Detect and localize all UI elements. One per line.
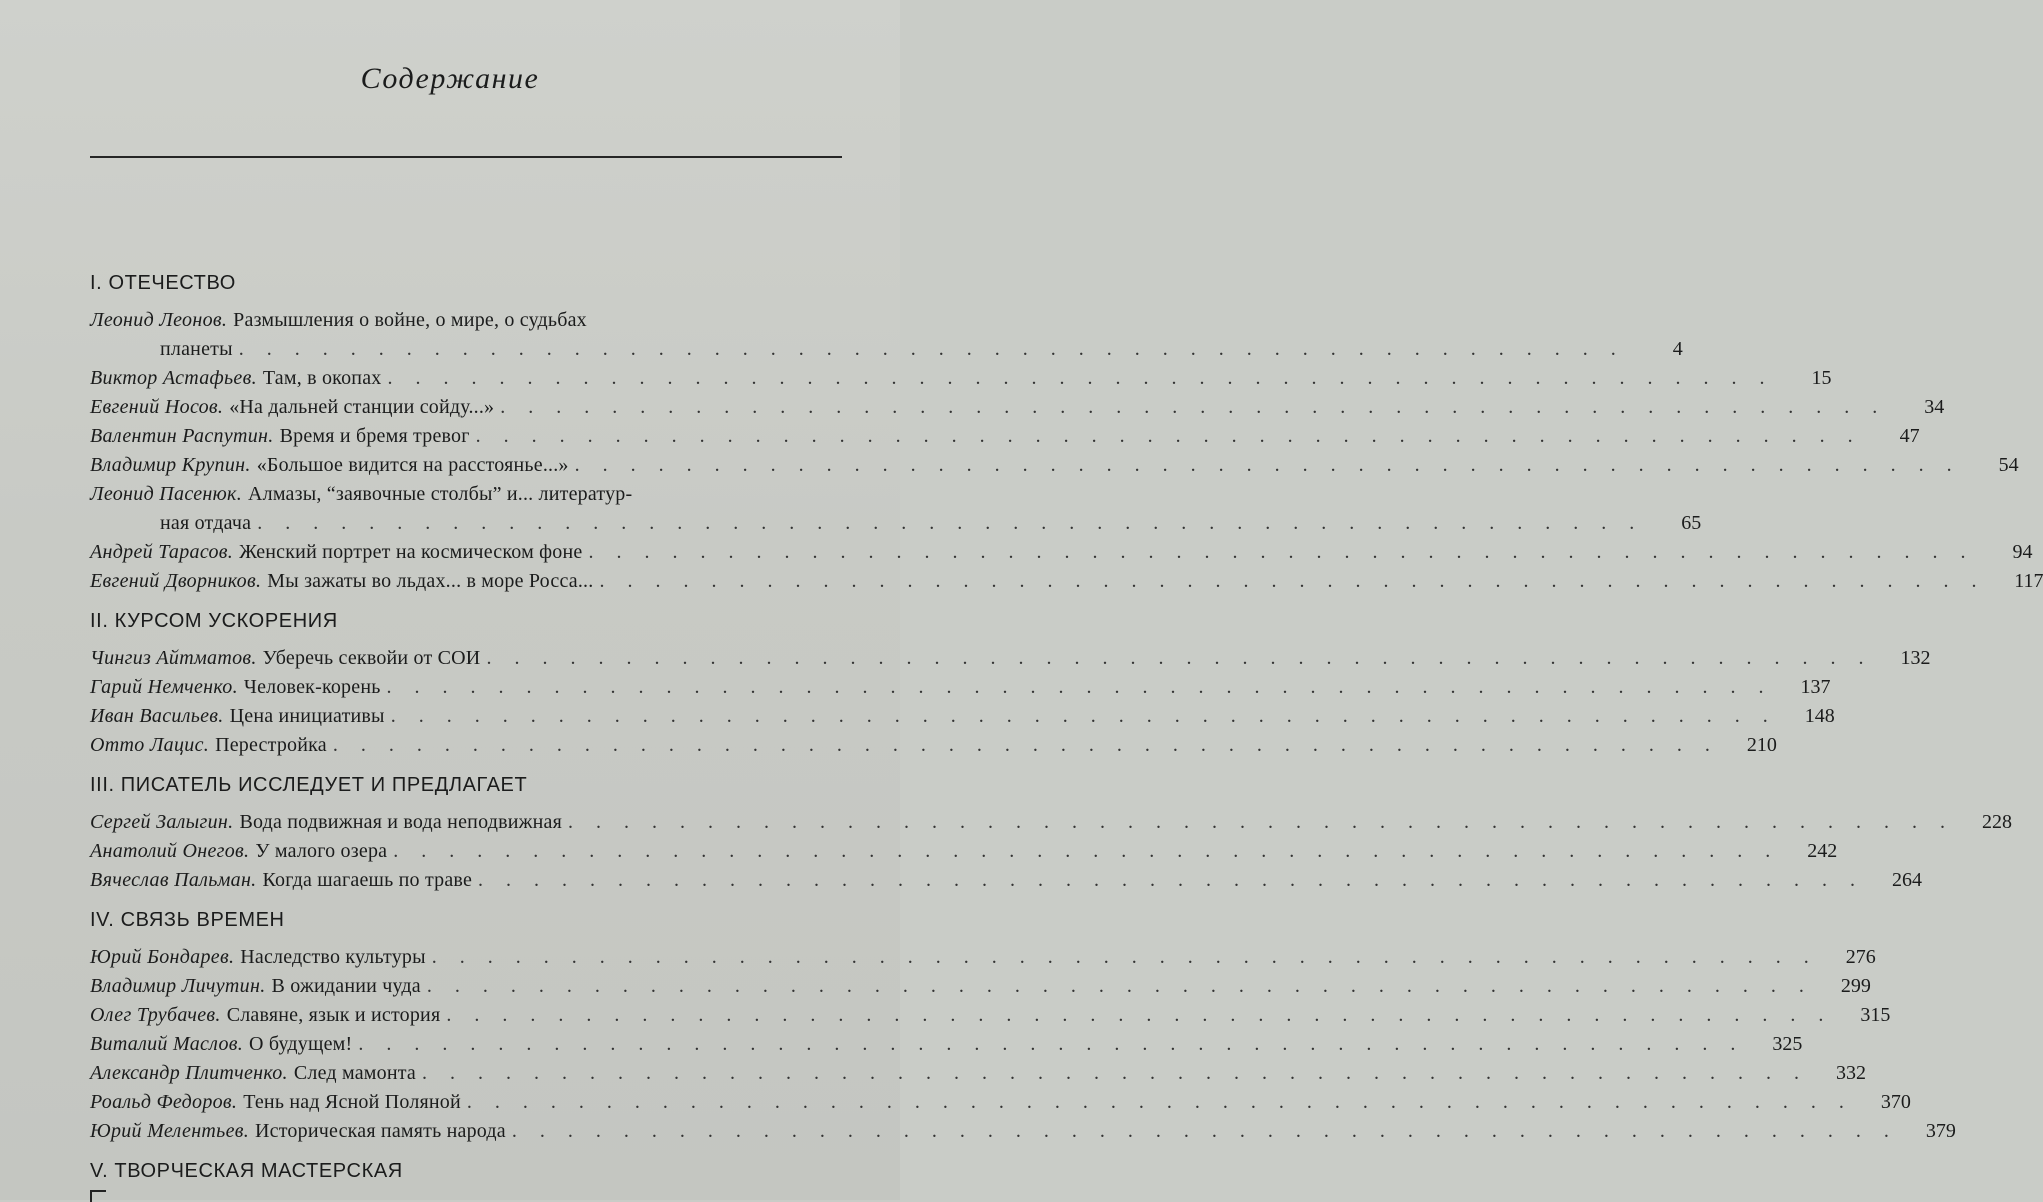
entry-author: Леонид Пасенюк. [90, 483, 243, 505]
entry-author: Андрей Тарасов. [90, 541, 234, 563]
title-rule [90, 156, 842, 158]
dot-leaders: . . . . . . . . . . . . . . . . . . . . . . . . . . . . . . . . . . . . . . . . . . . . . . . . . . [257, 512, 1644, 534]
entry-line [90, 422, 1920, 451]
entry-title: Славяне, язык и история [226, 1004, 441, 1026]
entry-line [90, 702, 1835, 731]
toc-entry[interactable] [90, 731, 1777, 760]
entry-author: Сергей Залыгин. [90, 811, 234, 833]
entry-page-number: 242 [1807, 840, 1838, 862]
toc-entry[interactable] [90, 837, 1838, 866]
entry-line [90, 837, 1838, 866]
entry-line [90, 1088, 1911, 1117]
entry-page-number: 117 [2014, 570, 2043, 592]
entry-line [90, 1117, 1956, 1146]
dot-leaders: . . . . . . . . . . . . . . . . . . . . . . . . . . . . . . . . . . . . . . . . . . . . . . . . . . [478, 869, 1865, 891]
entry-line [90, 972, 1871, 1001]
entry-author: Олег Трубачев. [90, 1004, 221, 1026]
entry-line [90, 567, 2043, 596]
entry-author: Вячеслав Пальман. [90, 869, 257, 891]
entry-author: Евгений Носов. [90, 396, 224, 418]
entry-page-number: 332 [1836, 1062, 1866, 1084]
entry-title: Время и бремя тревог [279, 425, 470, 447]
toc-entry[interactable] [90, 1001, 1891, 1030]
toc-entry[interactable] [90, 306, 1683, 364]
entry-line-continued [90, 509, 1702, 538]
entry-line [90, 1030, 1803, 1059]
entry-line [90, 538, 2033, 567]
entry-page-number: 325 [1772, 1033, 1803, 1055]
entry-title: Наследство культуры [240, 946, 426, 968]
dot-leaders: . . . . . . . . . . . . . . . . . . . . . . . . . . . . . . . . . . . . . . . . . . . . . . . . . . [568, 811, 1955, 833]
dot-leaders: . . . . . . . . . . . . . . . . . . . . . . . . . . . . . . . . . . . . . . . . . . . . . . . . . . [386, 676, 1773, 698]
dot-leaders: . . . . . . . . . . . . . . . . . . . . . . . . . . . . . . . . . . . . . . . . . . . . . . . . . . [466, 1091, 1853, 1113]
dot-leaders: . . . . . . . . . . . . . . . . . . . . . . . . . . . . . . . . . . . . . . . . . . . . . . . . . . [511, 1120, 1898, 1142]
entry-page-number: 264 [1892, 869, 1923, 891]
entry-title: О будущем! [249, 1033, 353, 1055]
entry-page-number: 276 [1845, 946, 1876, 968]
entry-author: Отто Лацис. [90, 734, 210, 756]
dot-leaders: . . . . . . . . . . . . . . . . . . . . . . . . . . . . . . . . . . . . . . . . . . . . . . . . . . [446, 1004, 1833, 1026]
toc-section [90, 606, 1931, 760]
entry-line [90, 943, 1876, 972]
entry-author: Леонид Леонов. [90, 309, 228, 331]
entry-title: Размышления о войне, о мире, о судьбах [233, 309, 587, 331]
dot-leaders: . . . . . . . . . . . . . . . . . . . . . . . . . . . . . . . . . . . . . . . . . . . . . . . . . . [422, 1062, 1808, 1084]
toc-entry[interactable] [90, 972, 1871, 1001]
dot-leaders: . . . . . . . . . . . . . . . . . . . . . . . . . . . . . . . . . . . . . . . . . . . . . . . . . . [574, 454, 1961, 476]
entry-author: Анатолий Онегов. [90, 840, 250, 862]
entry-page-number: 47 [1899, 425, 1920, 447]
entry-title: «На дальней станции сойду...» [229, 396, 495, 418]
entry-line [90, 731, 1777, 760]
dot-leaders: . . . . . . . . . . . . . . . . . . . . . . . . . . . . . . . . . . . . . . . . . . . . . . . . . . [393, 840, 1780, 862]
entry-page-number: 132 [1900, 647, 1931, 669]
entry-line [90, 393, 1945, 422]
entry-page-number: 210 [1746, 734, 1777, 756]
entry-line [90, 451, 2019, 480]
entry-line [90, 808, 2013, 837]
dot-leaders: . . . . . . . . . . . . . . . . . . . . . . . . . . . . . . . . . . . . . . . . . . . . . . . . . . [238, 338, 1625, 360]
dot-leaders: . . . . . . . . . . . . . . . . . . . . . . . . . . . . . . . . . . . . . . . . . . . . . . . . . . [599, 570, 1986, 592]
dot-leaders: . . . . . . . . . . . . . . . . . . . . . . . . . . . . . . . . . . . . . . . . . . . . . . . . . . [332, 734, 1719, 756]
entry-title: Там, в окопах [262, 367, 382, 389]
entry-author: Юрий Мелентьев. [90, 1120, 250, 1142]
toc-section [90, 770, 2013, 895]
entry-author: Виктор Астафьев. [90, 367, 257, 389]
toc-entry[interactable] [90, 422, 1920, 451]
toc-entry[interactable] [90, 393, 1945, 422]
entry-line [90, 644, 1931, 673]
entry-title: Человек-корень [243, 676, 381, 698]
entry-author: Гарий Немченко. [90, 676, 238, 698]
entry-page-number: 15 [1811, 367, 1832, 389]
entry-line [90, 866, 1923, 895]
toc-entry[interactable] [90, 1059, 1866, 1088]
toc-entry[interactable] [90, 866, 1923, 895]
entry-author: Юрий Бондарев. [90, 946, 235, 968]
entry-title: Алмазы, “заявочные столбы” и... литератур- [248, 483, 633, 505]
table-of-contents [90, 268, 2043, 1196]
toc-entry[interactable] [90, 702, 1835, 731]
toc-entry[interactable] [90, 808, 2013, 837]
toc-entry[interactable] [90, 364, 1832, 393]
toc-entry[interactable] [90, 644, 1931, 673]
entry-title: У малого озера [255, 840, 388, 862]
section-heading: III. ПИСАТЕЛЬ ИССЛЕДУЕТ И ПРЕДЛАГАЕТ [90, 774, 528, 796]
entry-page-number: 148 [1804, 705, 1835, 727]
entry-title: Цена инициативы [229, 705, 385, 727]
entry-author: Иван Васильев. [90, 705, 224, 727]
entry-line [90, 364, 1832, 393]
entry-title: Тень над Ясной Поляной [243, 1091, 461, 1113]
entry-page-number: 315 [1860, 1004, 1891, 1026]
entry-page-number: 137 [1800, 676, 1831, 698]
entry-title: Уберечь секвойи от СОИ [262, 647, 481, 669]
toc-entry[interactable] [90, 567, 2043, 596]
entry-page-number: 4 [1672, 338, 1683, 360]
toc-section [90, 905, 1956, 1146]
dot-leaders: . . . . . . . . . . . . . . . . . . . . . . . . . . . . . . . . . . . . . . . . . . . . . . . . . . [588, 541, 1975, 563]
toc-entry[interactable] [90, 673, 1831, 702]
entry-line [90, 1001, 1891, 1030]
entry-line [90, 306, 845, 335]
entry-author: Владимир Личутин. [90, 975, 266, 997]
dot-leaders: . . . . . . . . . . . . . . . . . . . . . . . . . . . . . . . . . . . . . . . . . . . . . . . . . . [387, 367, 1774, 389]
entry-title-continuation: планеты [160, 338, 233, 360]
entry-page-number: 94 [2012, 541, 2033, 563]
entry-page-number: 34 [1924, 396, 1945, 418]
entry-author: Александр Плитченко. [90, 1062, 288, 1084]
entry-page-number: 54 [1998, 454, 2019, 476]
entry-page-number: 379 [1925, 1120, 1956, 1142]
entry-author: Валентин Распутин. [90, 425, 274, 447]
section-heading: I. ОТЕЧЕСТВО [90, 272, 236, 294]
entry-title: След мамонта [293, 1062, 416, 1084]
section-heading: V. ТВОРЧЕСКАЯ МАСТЕРСКАЯ [90, 1160, 403, 1182]
section-heading: II. КУРСОМ УСКОРЕНИЯ [90, 610, 338, 632]
entry-author: Евгений Дворников. [90, 570, 262, 592]
entry-title: Когда шагаешь по траве [262, 869, 473, 891]
dot-leaders: . . . . . . . . . . . . . . . . . . . . . . . . . . . . . . . . . . . . . . . . . . . . . . . . . . [358, 1033, 1745, 1055]
dot-leaders: . . . . . . . . . . . . . . . . . . . . . . . . . . . . . . . . . . . . . . . . . . . . . . . . . . [390, 705, 1777, 727]
page-title: Содержание [360, 62, 540, 95]
entry-title: «Большое видится на расстоянье...» [256, 454, 569, 476]
entry-title: Перестройка [215, 734, 327, 756]
toc-entry[interactable] [90, 538, 2033, 567]
entry-title: Женский портрет на космическом фоне [239, 541, 583, 563]
toc-entry[interactable] [90, 1030, 1803, 1059]
entry-author: Владимир Крупин. [90, 454, 251, 476]
toc-entry[interactable] [90, 480, 1702, 538]
entry-line [90, 673, 1831, 702]
entry-author: Чингиз Айтматов. [90, 647, 257, 669]
entry-line-continued [90, 335, 1683, 364]
section-heading: IV. СВЯЗЬ ВРЕМЕН [90, 909, 285, 931]
toc-entry[interactable] [90, 1117, 1956, 1146]
entry-title-continuation: ная отдача [160, 512, 252, 534]
dot-leaders: . . . . . . . . . . . . . . . . . . . . . . . . . . . . . . . . . . . . . . . . . . . . . . . . . . [475, 425, 1862, 447]
cut-off-letter-fragment [90, 1190, 106, 1202]
toc-entry[interactable] [90, 943, 1876, 972]
toc-entry[interactable] [90, 451, 2019, 480]
entry-page-number: 65 [1681, 512, 1702, 534]
toc-section [90, 1156, 845, 1186]
entry-title: В ожидании чуда [271, 975, 421, 997]
toc-entry[interactable] [90, 1088, 1911, 1117]
dot-leaders: . . . . . . . . . . . . . . . . . . . . . . . . . . . . . . . . . . . . . . . . . . . . . . . . . . [426, 975, 1813, 997]
dot-leaders: . . . . . . . . . . . . . . . . . . . . . . . . . . . . . . . . . . . . . . . . . . . . . . . . . . [486, 647, 1873, 669]
dot-leaders: . . . . . . . . . . . . . . . . . . . . . . . . . . . . . . . . . . . . . . . . . . . . . . . . . . [431, 946, 1818, 968]
entry-author: Роальд Федоров. [90, 1091, 238, 1113]
entry-page-number: 299 [1840, 975, 1871, 997]
entry-line [90, 480, 845, 509]
dot-leaders: . . . . . . . . . . . . . . . . . . . . . . . . . . . . . . . . . . . . . . . . . . . . . . . . . . [500, 396, 1887, 418]
entry-author: Виталий Маслов. [90, 1033, 244, 1055]
entry-line [90, 1059, 1866, 1088]
entry-title: Мы зажаты во льдах... в море Росса... [267, 570, 594, 592]
entry-page-number: 228 [1982, 811, 2013, 833]
entry-title: Вода подвижная и вода неподвижная [239, 811, 563, 833]
toc-section [90, 268, 2043, 596]
entry-page-number: 370 [1880, 1091, 1911, 1113]
entry-title: Историческая память народа [255, 1120, 506, 1142]
